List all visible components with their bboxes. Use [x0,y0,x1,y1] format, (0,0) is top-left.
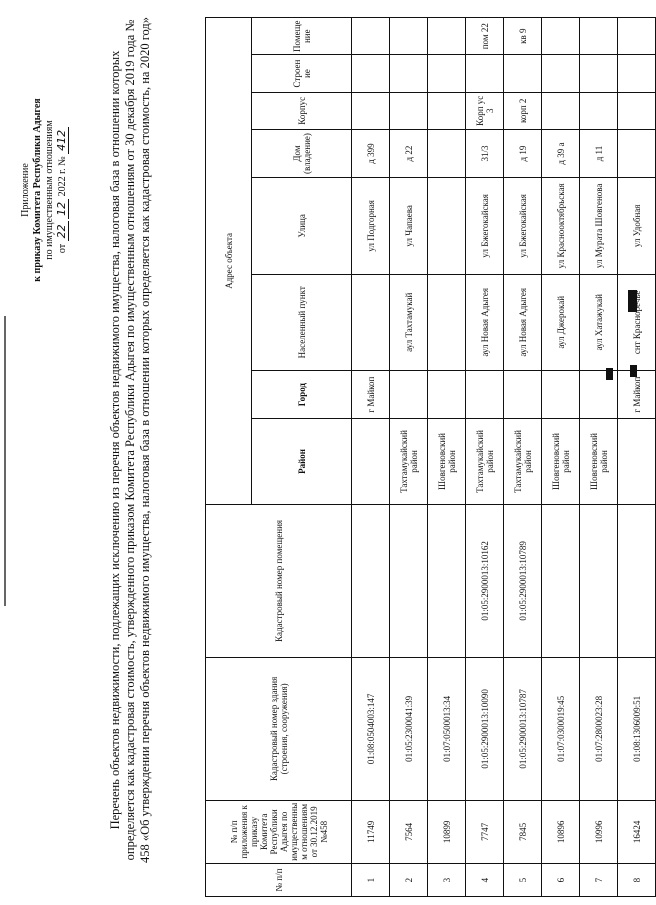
col-header-building-cad: Кадастровый номер здания (строения, сооружения) [206,658,352,800]
cell-district: Тахтамукайский район [466,419,504,504]
cell-building-cad: 01:05:2900013:10090 [466,658,504,800]
cell-stroenie [504,55,542,92]
cell-street: ул Краснооктябрьская [542,178,580,274]
table-row [580,18,618,897]
cell-street: ул Бжегокайская [466,178,504,274]
cell-num: 8 [618,864,656,897]
cell-district: Тахтамукайский район [390,419,428,504]
cell-premise-cad [428,504,466,657]
cell-orig-num: 10896 [542,800,580,864]
cell-pomeshchenie [352,18,390,55]
cell-settlement [428,274,466,370]
cell-stroenie [618,55,656,92]
cell-pomeshchenie [542,18,580,55]
cell-stroenie [466,55,504,92]
cell-house: 31/3 [466,129,504,177]
cell-pomeshchenie [428,18,466,55]
col-header-premise-cad: Кадастровый номер помещения [206,504,352,657]
cell-premise-cad [618,504,656,657]
cell-stroenie [542,55,580,92]
table-row [542,18,580,897]
cell-pomeshchenie [618,18,656,55]
col-header-house: Дом (владение) [252,129,352,177]
cell-house: д 399 [352,129,390,177]
cell-premise-cad: 01:05:2900013:10162 [466,504,504,657]
cell-stroenie [428,55,466,92]
cell-premise-cad [352,504,390,657]
col-header-address: Адрес объекта [206,18,252,505]
cell-building-cad: 01:05:2300041:39 [390,658,428,800]
cell-settlement [352,274,390,370]
cell-orig-num: 7564 [390,800,428,864]
cell-orig-num: 7845 [504,800,542,864]
cell-house: д 39 а [542,129,580,177]
handwritten-number: 412 [55,127,69,154]
appendix-block [20,40,69,340]
cell-district [352,419,390,504]
cell-num: 7 [580,864,618,897]
col-header-korpus: Корпус [252,92,352,129]
handwritten-day: 22 [55,221,69,241]
cell-street [428,178,466,274]
cell-korpus: Корп ус 3 [466,92,504,129]
cell-orig-num: 10899 [428,800,466,864]
table-row [428,18,466,897]
cell-orig-num: 10996 [580,800,618,864]
cell-house: д 11 [580,129,618,177]
cell-settlement: аул Хатажукай [580,274,618,370]
cell-pomeshchenie: кв 9 [504,18,542,55]
cell-korpus: корп 2 [504,92,542,129]
table-row [390,18,428,897]
objects-table [205,17,656,897]
table-row [466,18,504,897]
cell-city [580,371,618,419]
handwritten-month: 12 [55,199,69,219]
cell-city [390,371,428,419]
cell-house [428,129,466,177]
cell-orig-num: 7747 [466,800,504,864]
col-header-pomeshchenie: Помещение [252,18,352,55]
cell-korpus [428,92,466,129]
appendix-line: Приложение [20,163,31,217]
cell-district: Шовгеновский район [580,419,618,504]
cell-korpus [542,92,580,129]
cell-premise-cad: 01:05:2900013:10789 [504,504,542,657]
cell-orig-num: 11749 [352,800,390,864]
document-title: Перечень объектов недвижимости, подлежащих исключению из перечня объектов недвижимого имущества, налоговая база в отношении которых определяется как кадастровая стоимость, утвержденного приказом Комитета Республики Адыгея по имущественным отношениям от 30 декабря 2019 года № 458 «Об утверждении перечня объектов недвижимого имущества, налоговая база в отношении которых определяется как кадастровая стоимость, на 2020 год» [108,16,152,864]
cell-street: ул Бжегокайская [504,178,542,274]
col-header-settlement: Населенный пункт [252,274,352,370]
col-header-num: № п/п [206,864,352,897]
appendix-line: по имущественным отношениям [44,120,55,260]
cell-num: 6 [542,864,580,897]
cell-settlement: аул Тахтамукай [390,274,428,370]
cell-district: Шовгеновский район [428,419,466,504]
cell-building-cad: 01:07:0300019:45 [542,658,580,800]
cell-city: г Майкоп [352,371,390,419]
cell-orig-num: 16424 [618,800,656,864]
table-row [504,18,542,897]
table-row [618,18,656,897]
cell-settlement: аул Новая Адыгея [504,274,542,370]
header-row [206,18,252,897]
cell-house: д 22 [390,129,428,177]
cell-settlement: снт Красноречье [618,274,656,370]
cell-building-cad: 01:07:0500013:34 [428,658,466,800]
cell-settlement: аул Джерокай [542,274,580,370]
cell-street: ул Чапаева [390,178,428,274]
cell-num: 2 [390,864,428,897]
cell-street: ул Мурата Шовгенова [580,178,618,274]
col-header-orig-num: № п/п приложения к приказу Комитета Республики Адыгея по имущественным отношениям от 30.12.2019 №458 [206,800,352,864]
cell-city [428,371,466,419]
cell-premise-cad [542,504,580,657]
cell-city [466,371,504,419]
cell-street: ул Удобная [618,178,656,274]
col-header-street: Улица [252,178,352,274]
cell-city [504,371,542,419]
cell-district [618,419,656,504]
cell-premise-cad [580,504,618,657]
cell-city: г Майкоп [618,371,656,419]
cell-building-cad: 01:08:1306009:51 [618,658,656,800]
col-header-city: Город [252,371,352,419]
cell-num: 4 [466,864,504,897]
cell-num: 3 [428,864,466,897]
cell-district: Тахтамукайский район [504,419,542,504]
cell-pomeshchenie: пом 22 [466,18,504,55]
cell-num: 5 [504,864,542,897]
cell-premise-cad [390,504,428,657]
cell-building-cad: 01:08:0504003:147 [352,658,390,800]
cell-house: д 19 [504,129,542,177]
cell-building-cad: 01:07:2800023:28 [580,658,618,800]
cell-house [618,129,656,177]
table-row [352,18,390,897]
col-header-district: Район [252,419,352,504]
cell-korpus [352,92,390,129]
cell-stroenie [580,55,618,92]
cell-pomeshchenie [580,18,618,55]
cell-building-cad: 01:05:2900013:10787 [504,658,542,800]
cell-district: Шовгеновский район [542,419,580,504]
cell-settlement: аул Новая Адыгея [466,274,504,370]
col-header-stroenie: Строение [252,55,352,92]
cell-stroenie [352,55,390,92]
appendix-date: от 22 12 2022 г. № 412 [56,40,69,340]
cell-city [542,371,580,419]
cell-korpus [618,92,656,129]
cell-stroenie [390,55,428,92]
cell-num: 1 [352,864,390,897]
appendix-line: к приказу Комитета Республики Адыгея [32,98,43,282]
cell-korpus [580,92,618,129]
cell-street: ул Подгорная [352,178,390,274]
cell-pomeshchenie [390,18,428,55]
cell-korpus [390,92,428,129]
